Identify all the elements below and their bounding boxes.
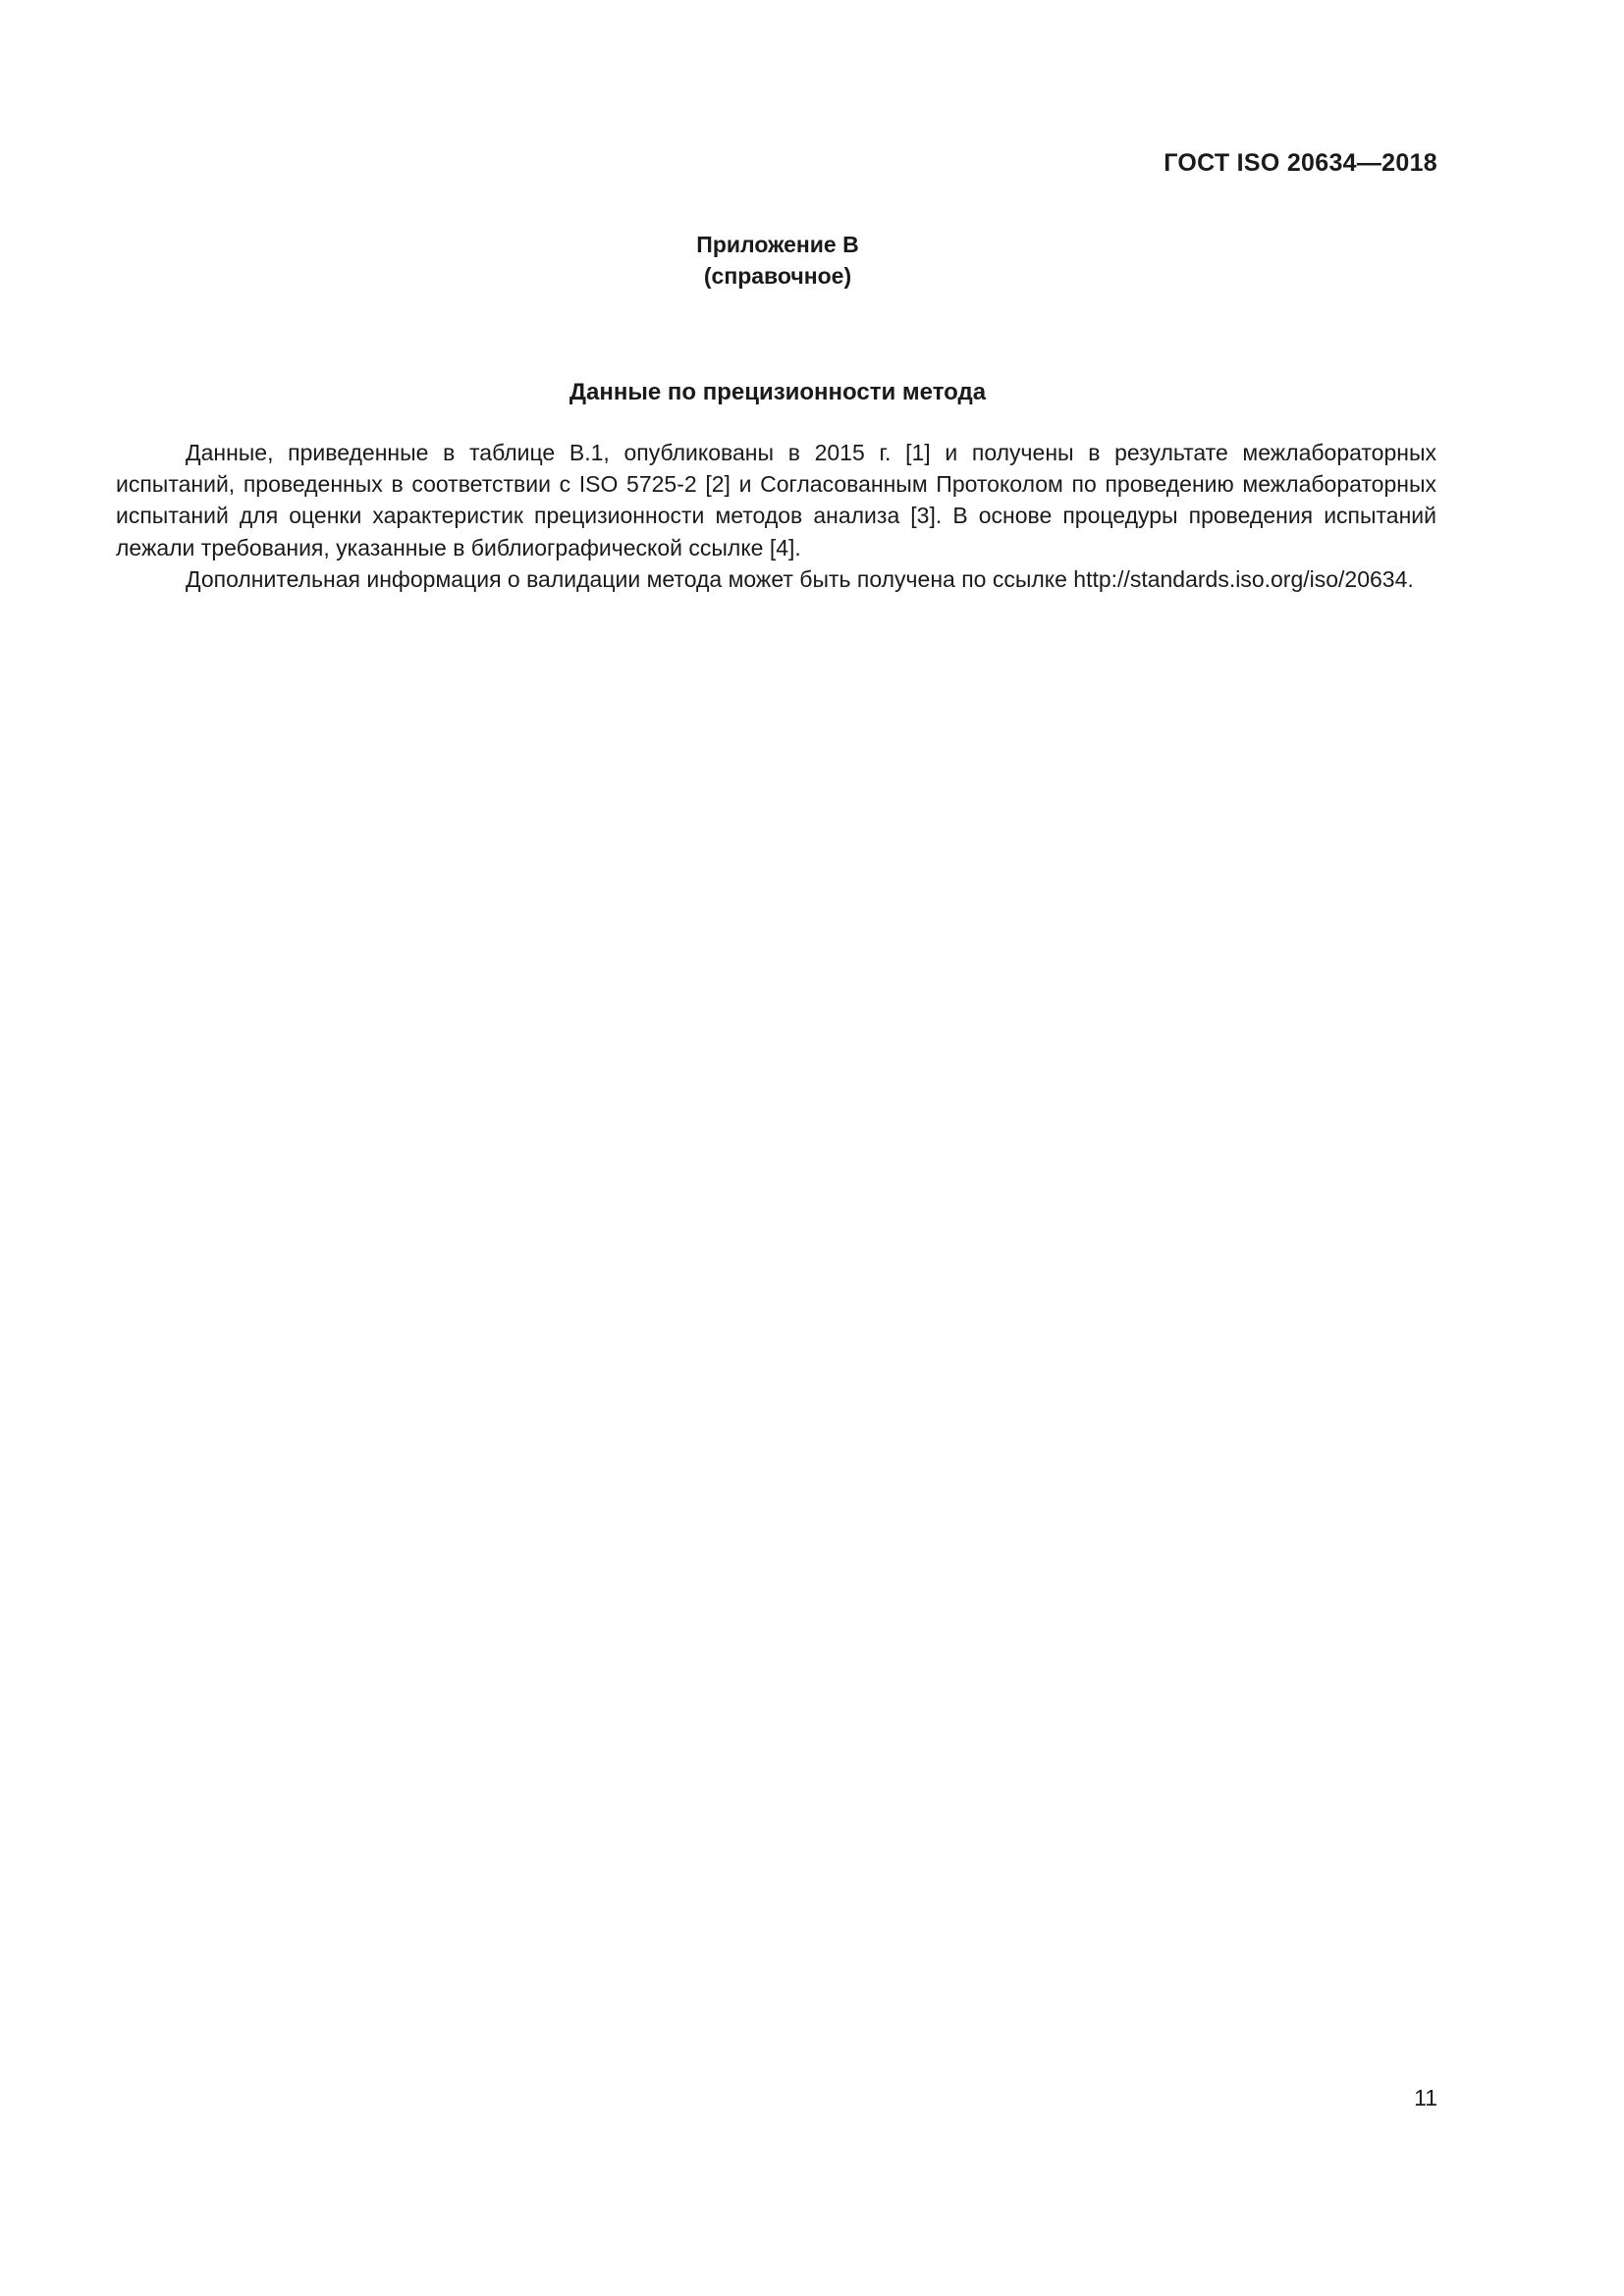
paragraph: Дополнительная информация о валидации метода может быть получена по ссылке http://standards.iso.org/iso/20634.: [186, 565, 1414, 592]
appendix-heading: [0, 229, 1555, 292]
appendix-title: Приложение В: [696, 232, 859, 257]
section-title: Данные по прецизионности метода: [568, 379, 987, 405]
body-text: [116, 437, 1436, 595]
paragraph: Данные, приведенные в таблице В.1, опубликованы в 2015 г. [1] и получены в результате межлабораторных испытаний, проведенных в соответствии с ISO 5725-2 [2] и Согласованным Протоколом по проведению межлабораторных испытаний для оценки характеристик прецизионности методов анализа [3]. В основе процедуры проведения испытаний лежали требования, указанные в библиографической ссылке [4].: [116, 440, 1436, 561]
page-number: 11: [1414, 2085, 1437, 2110]
appendix-subtitle: (справочное): [703, 263, 852, 289]
document-code: ГОСТ ISO 20634—2018: [1164, 149, 1437, 177]
